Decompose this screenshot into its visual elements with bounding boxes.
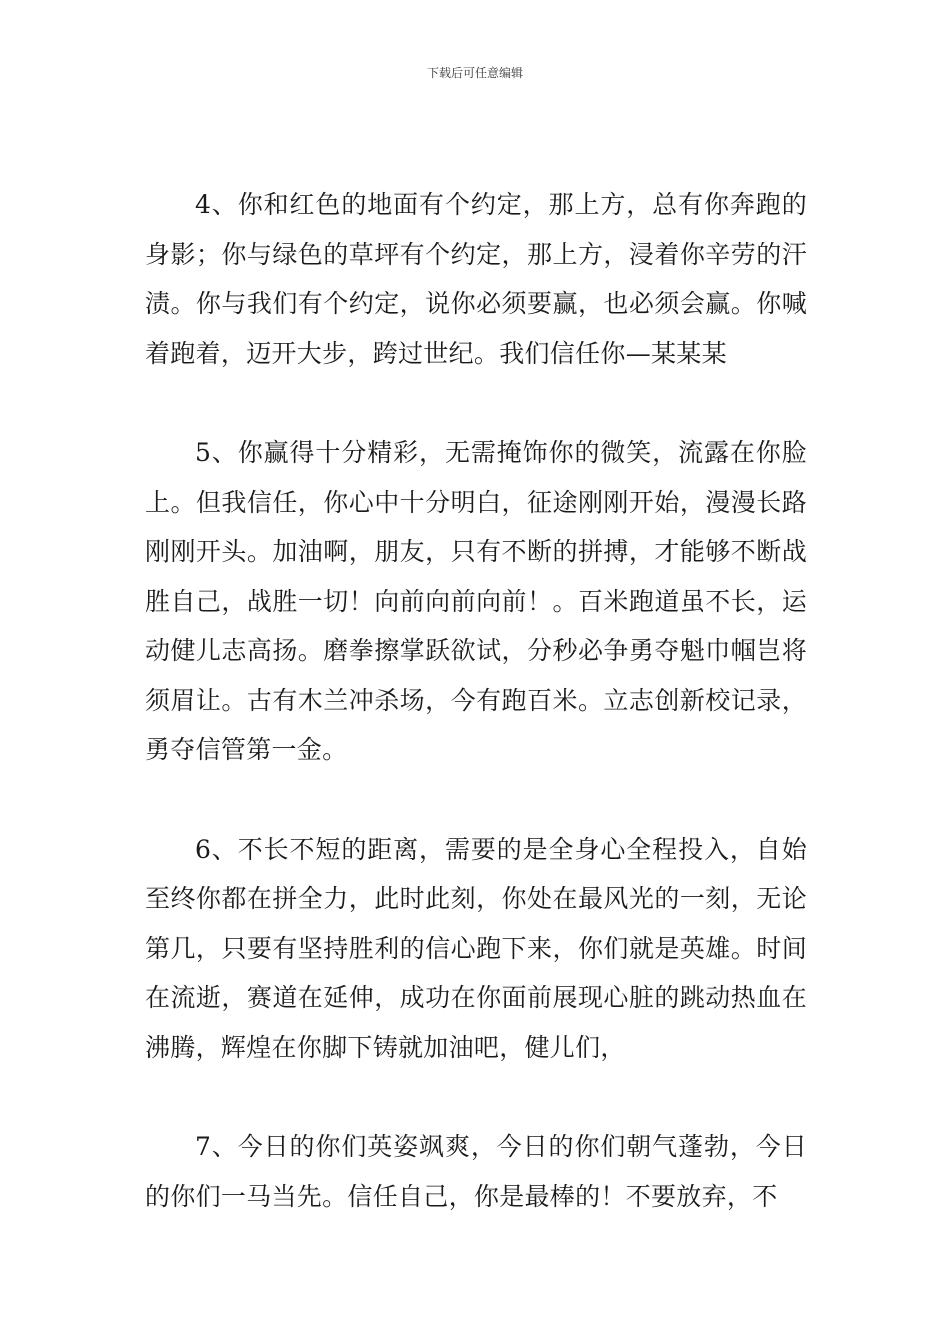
paragraph-7: 7、今日的你们英姿飒爽，今日的你们朝气蓬勃，今日的你们一马当先。信任自己，你是最棒的！不要放弃，不 (145, 1132, 807, 1211)
paragraph-4: 4、你和红色的地面有个约定，那上方，总有你奔跑的身影；你与绿色的草坪有个约定，那上方，浸着你辛劳的汗渍。你与我们有个约定，说你必须要赢，也必须会赢。你喊着跑着，迈开大步，跨过世纪。我们信任你—某某某 (145, 190, 807, 368)
page-header: 下载后可任意编辑 (426, 66, 523, 80)
document-body (145, 180, 807, 1221)
paragraph-6: 6、不长不短的距离，需要的是全身心全程投入，自始至终你都在拼全力，此时此刻，你处在最风光的一刻，无论第几，只要有坚持胜利的信心跑下来，你们就是英雄。时间在流逝，赛道在延伸，成功在你面前展现心脏的跳动热血在沸腾，辉煌在你脚下铸就加油吧，健儿们， (145, 834, 807, 1062)
paragraph-5: 5、你赢得十分精彩，无需掩饰你的微笑，流露在你脸上。但我信任，你心中十分明白，征途刚刚开始，漫漫长路刚刚开头。加油啊，朋友，只有不断的拼搏，才能够不断战胜自己，战胜一切！向前向前向前！。百米跑道虽不长，运动健儿志高扬。磨拳擦掌跃欲试，分秒必争勇夺魁巾帼岂将须眉让。古有木兰冲杀场，今有跑百米。立志创新校记录，勇夺信管第一金。 (145, 438, 807, 764)
